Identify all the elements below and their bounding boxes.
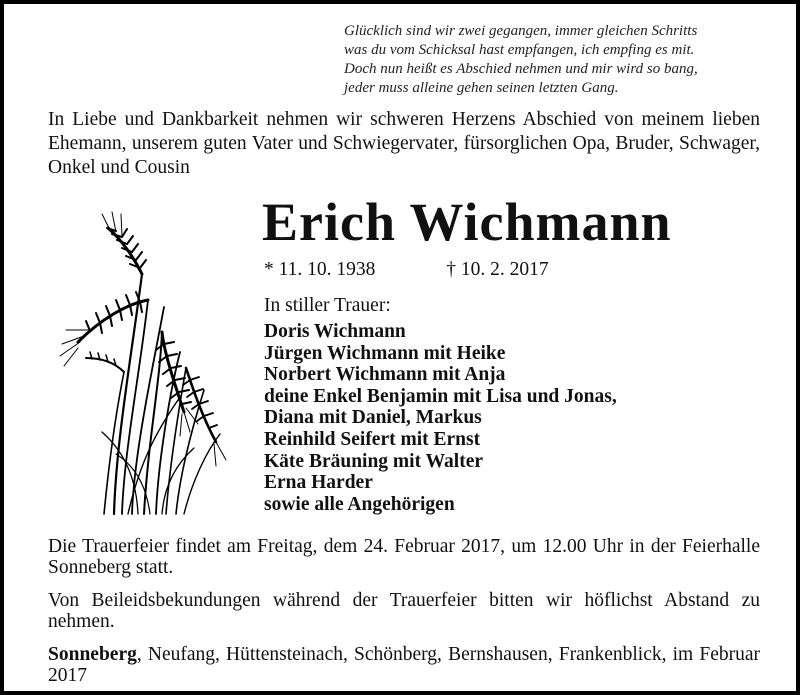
mourner: Diana mit Daniel, Markus	[264, 407, 482, 429]
mourner: Norbert Wichmann mit Anja	[264, 364, 506, 386]
poem-line: Glücklich sind wir zwei gegangen, immer gleichen Schritts	[344, 23, 698, 39]
mourner: sowie alle Angehörigen	[264, 493, 455, 515]
poem	[344, 22, 784, 98]
mourner: Reinhild Seifert mit Ernst	[264, 428, 481, 450]
deceased-name: Erich Wichmann	[262, 192, 672, 252]
mourner: deine Enkel Benjamin mit Lisa und Jonas,	[264, 385, 617, 407]
mourner: Doris Wichmann	[264, 321, 406, 342]
poem-line: Doch nun heißt es Abschied nehmen und mir wird so bang,	[344, 61, 698, 77]
mourners-list	[264, 321, 617, 515]
funeral-info: Die Trauerfeier findet am Freitag, dem 24. Februar 2017, um 12.00 Uhr in der Feierhalle Sonneberg statt.	[48, 536, 760, 578]
poem-line: jeder muss alleine gehen seinen letzten Gang.	[344, 80, 619, 96]
life-dates	[264, 258, 549, 282]
birth-date: * 11. 10. 1938	[264, 259, 376, 280]
death-date: † 10. 2. 2017	[446, 259, 549, 280]
mourner: Käte Bräuning mit Walter	[264, 450, 484, 472]
place-and-date	[48, 644, 760, 686]
condolence-note: Von Beileidsbekundungen während der Trauerfeier bitten wir höflichst Abstand zu nehmen.	[48, 590, 760, 632]
intro-text: In Liebe und Dankbarkeit nehmen wir schweren Herzens Abschied von meinem lieben Ehemann, unserem guten Vater und Schwiegervater, fürsorglichen Opa, Bruder, Schwager, Onkel und Cousin	[48, 109, 760, 178]
place-rest: , Neufang, Hüttensteinach, Schönberg, Bernshausen, Frankenblick, im Februar 2017	[48, 644, 760, 686]
mourning-label: In stiller Trauer:	[264, 295, 391, 316]
mourner: Jürgen Wichmann mit Heike	[264, 342, 506, 364]
wheat-ears-icon	[44, 202, 234, 520]
place-bold: Sonneberg	[48, 644, 137, 665]
poem-line: was du vom Schicksal hast empfangen, ich empfing es mit.	[344, 42, 695, 58]
mourner: Erna Harder	[264, 472, 373, 494]
